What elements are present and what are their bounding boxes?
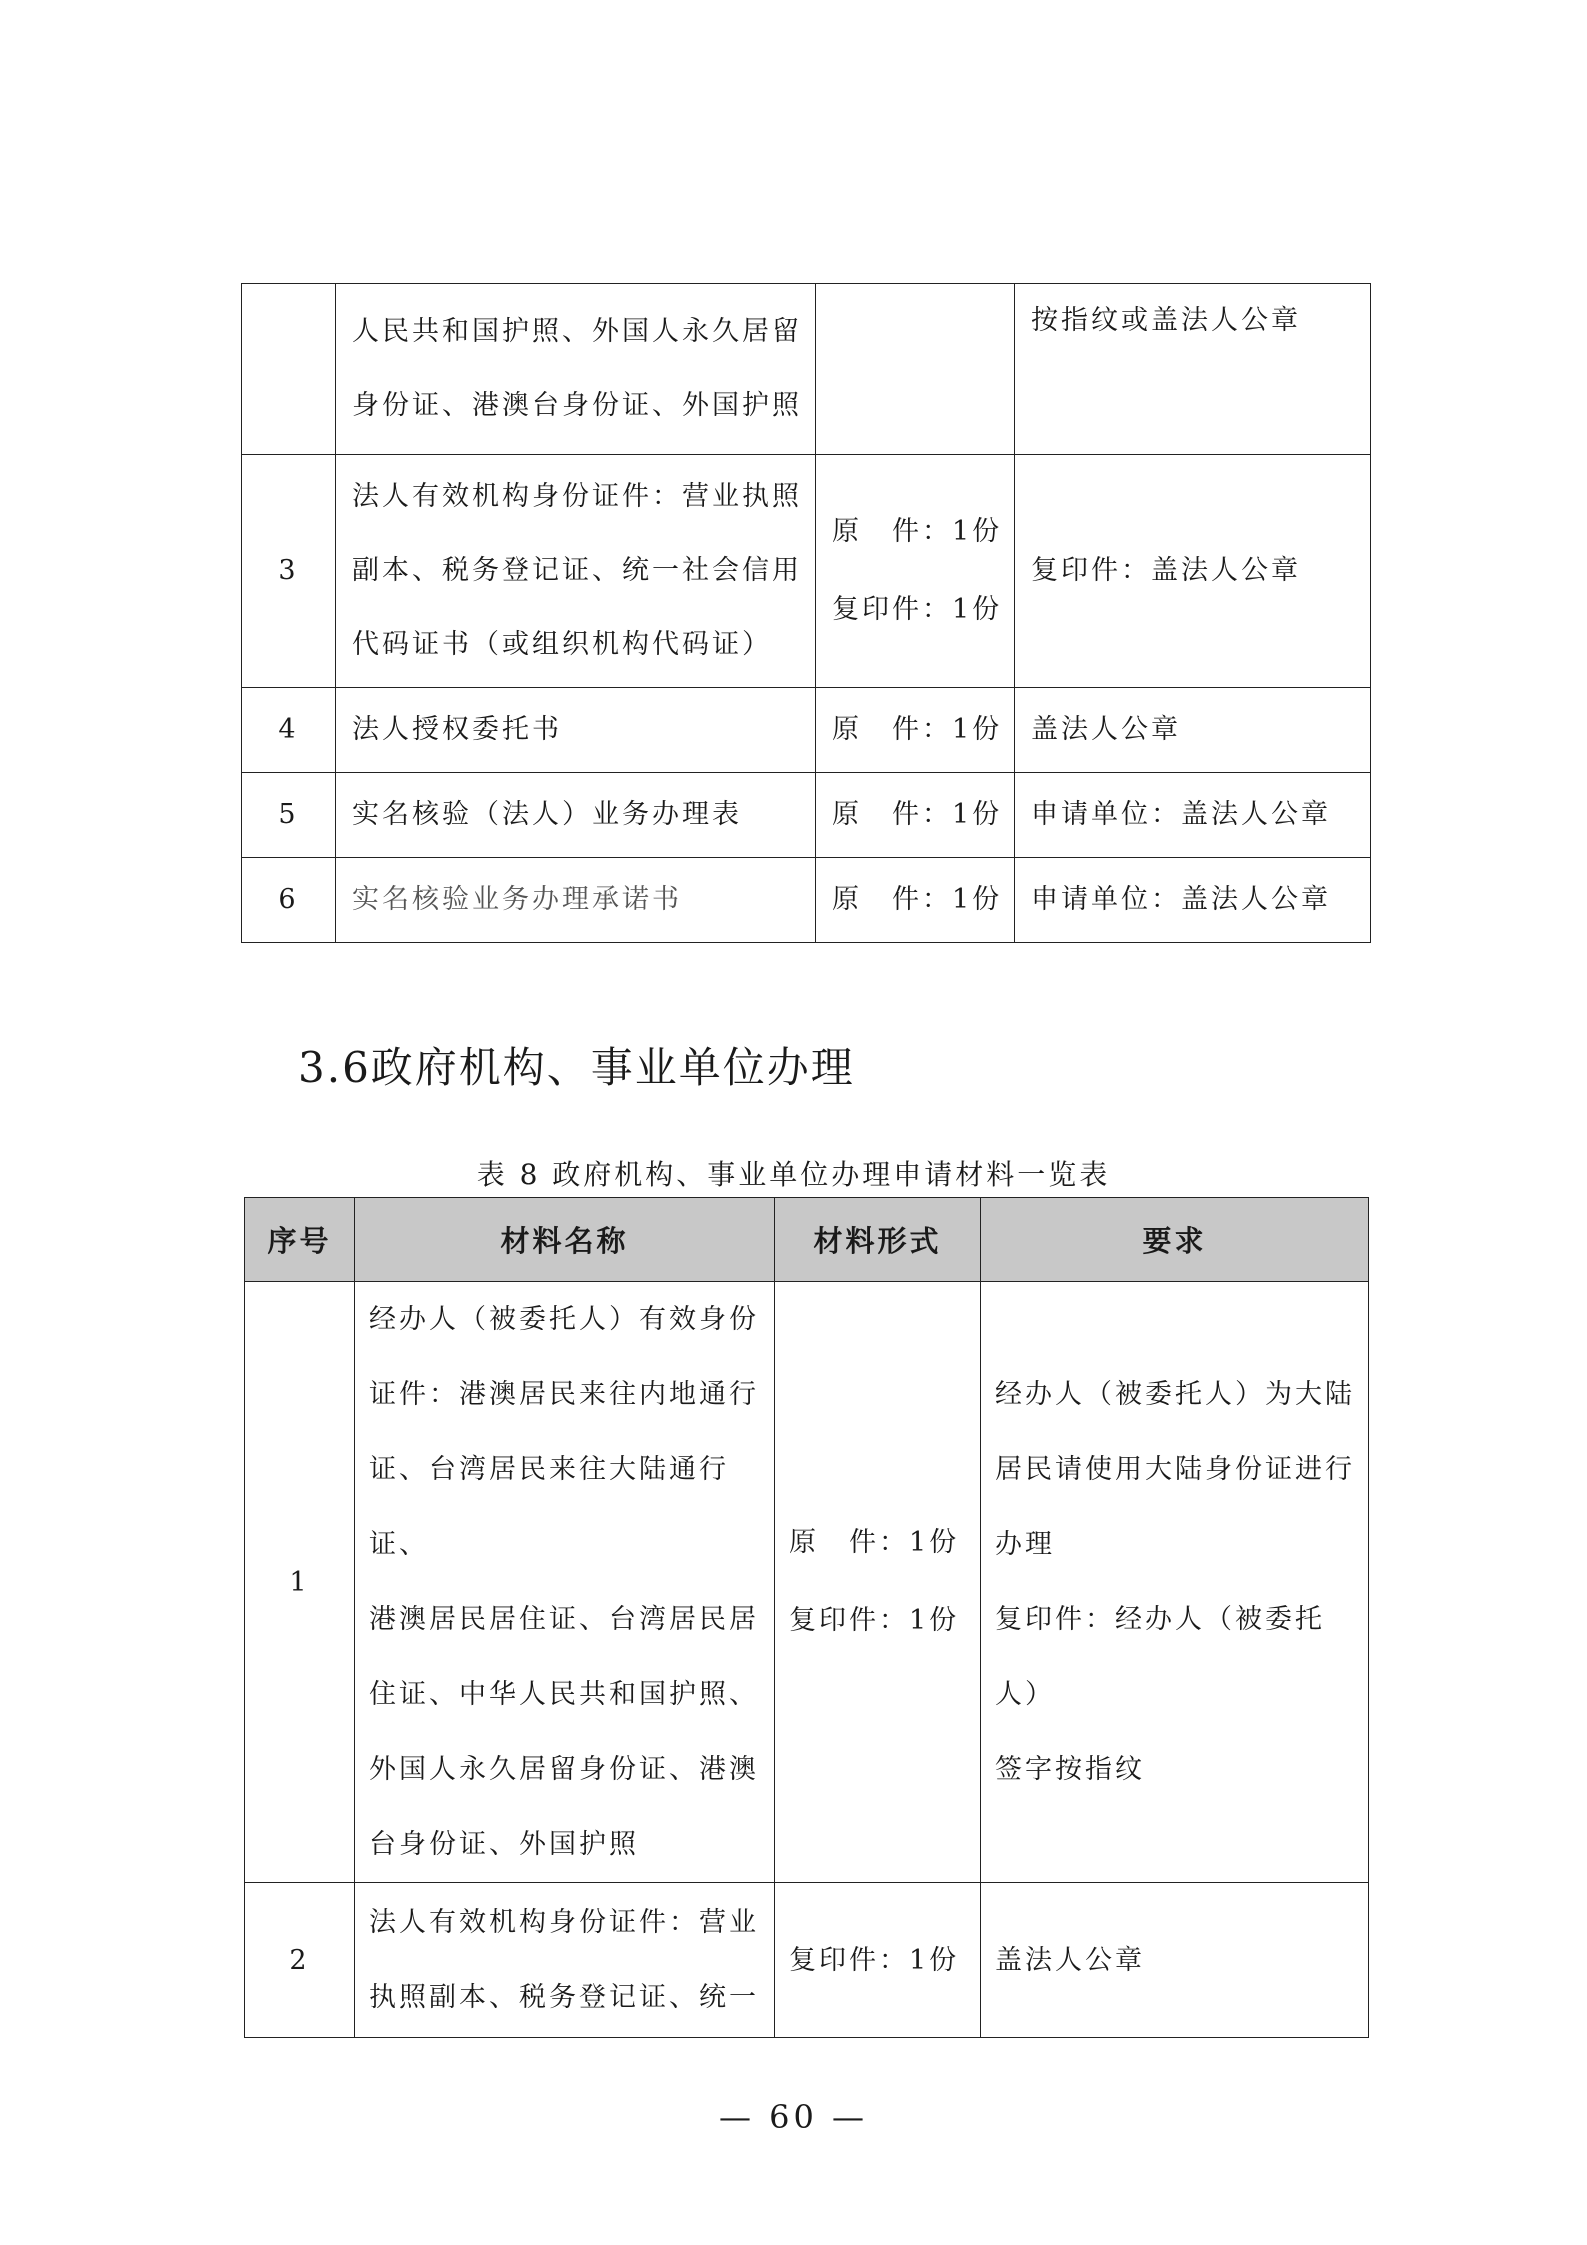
table-row xyxy=(242,284,1371,455)
table-row xyxy=(242,688,1371,773)
page-number: — 60 — xyxy=(718,2098,869,2136)
material-form xyxy=(816,284,1015,455)
material-form: 原 件：1份 xyxy=(816,773,1015,858)
material-form: 复印件：1份 xyxy=(775,1883,981,2038)
table-row xyxy=(242,455,1371,688)
material-name: 法人授权委托书 xyxy=(336,688,816,773)
table-row xyxy=(245,1883,1369,2038)
material-requirement: 按指纹或盖法人公章 xyxy=(1015,284,1371,455)
material-form: 原 件：1份 xyxy=(816,688,1015,773)
section-heading: 3.6政府机构、事业单位办理 xyxy=(298,1043,855,1092)
material-requirement: 经办人（被委托人）为大陆 居民请使用大陆身份证进行 办理 复印件：经办人（被委托人） 签字按指纹 xyxy=(981,1282,1369,1883)
material-name: 法人有效机构身份证件：营业 执照副本、税务登记证、统一 xyxy=(355,1883,775,2038)
material-name: 实名核验（法人）业务办理表 xyxy=(336,773,816,858)
header-number: 序号 xyxy=(245,1198,355,1282)
row-number: 5 xyxy=(242,773,336,858)
material-requirement: 盖法人公章 xyxy=(1015,688,1371,773)
material-requirement: 盖法人公章 xyxy=(981,1883,1369,2038)
row-number: 2 xyxy=(245,1883,355,2038)
material-requirement: 复印件：盖法人公章 xyxy=(1015,455,1371,688)
row-number xyxy=(242,284,336,455)
material-requirement: 申请单位：盖法人公章 xyxy=(1015,858,1371,943)
table-row xyxy=(242,773,1371,858)
material-name: 人民共和国护照、外国人永久居留 身份证、港澳台身份证、外国护照 xyxy=(336,284,816,455)
row-number: 6 xyxy=(242,858,336,943)
row-number: 4 xyxy=(242,688,336,773)
material-name: 经办人（被委托人）有效身份 证件：港澳居民来往内地通行 证、台湾居民来往大陆通行证、 港澳居民居住证、台湾居民居 住证、中华人民共和国护照、 外国人永久居留身份证、港澳 台身份证、外国护照 xyxy=(355,1282,775,1883)
table-row xyxy=(245,1282,1369,1883)
table-header-row xyxy=(245,1198,1369,1282)
row-number: 1 xyxy=(245,1282,355,1883)
material-requirement: 申请单位：盖法人公章 xyxy=(1015,773,1371,858)
materials-table-continued xyxy=(241,283,1371,943)
table-caption: 表 8 政府机构、事业单位办理申请材料一览表 xyxy=(476,1158,1111,1191)
header-material-name: 材料名称 xyxy=(355,1198,775,1282)
material-form: 原 件：1份 复印件：1份 xyxy=(775,1282,981,1883)
material-name: 法人有效机构身份证件：营业执照 副本、税务登记证、统一社会信用 代码证书（或组织机构代码证） xyxy=(336,455,816,688)
material-name: 实名核验业务办理承诺书 xyxy=(336,858,816,943)
table-row xyxy=(242,858,1371,943)
header-material-form: 材料形式 xyxy=(775,1198,981,1282)
material-form: 原 件：1份 xyxy=(816,858,1015,943)
row-number: 3 xyxy=(242,455,336,688)
header-requirement: 要求 xyxy=(981,1198,1369,1282)
material-form: 原 件：1份 复印件：1份 xyxy=(816,455,1015,688)
materials-table xyxy=(244,1197,1369,2038)
